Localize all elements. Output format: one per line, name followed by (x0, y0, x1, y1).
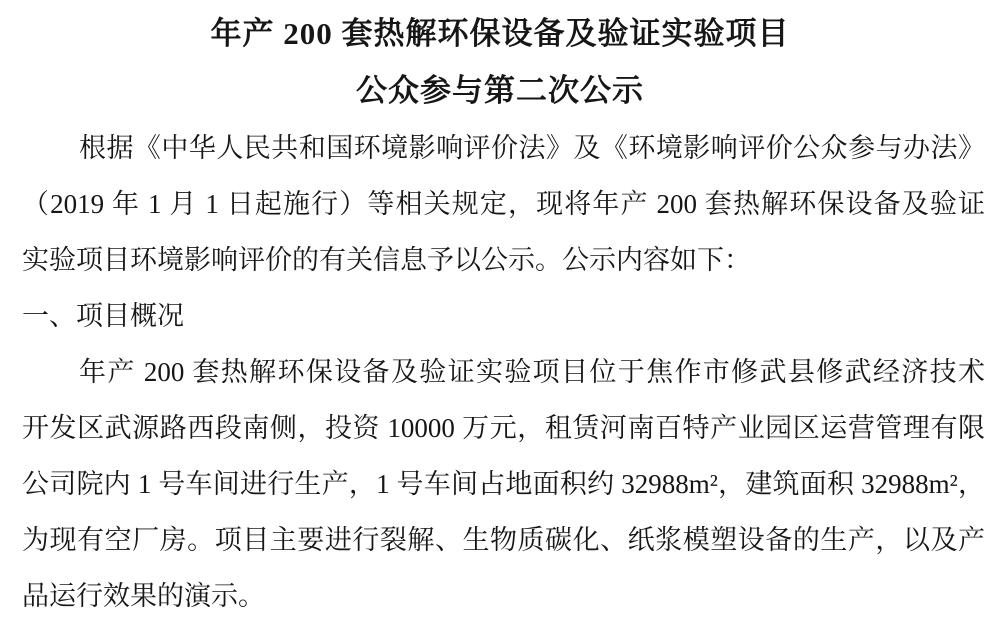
paragraph-project-overview-line-4: 为现有空厂房。项目主要进行裂解、生物质碳化、纸浆模塑设备的生产，以及产 (22, 525, 985, 555)
title-line-1: 年产 200 套热解环保设备及验证实验项目 (210, 16, 790, 51)
paragraph-project-overview-line-5: 品运行效果的演示。 (22, 581, 265, 611)
paragraph-regulations (22, 120, 985, 288)
paragraph-project-overview (22, 344, 985, 620)
paragraph-regulations-line-3: 实验项目环境影响评价的有关信息予以公示。公示内容如下： (22, 245, 751, 275)
section-heading-project-overview: 一、项目概况 (22, 301, 184, 331)
title-line-2: 公众参与第二次公示 (356, 73, 644, 108)
paragraph-regulations-line-1: 根据《中华人民共和国环境影响评价法》及《环境影响评价公众参与办法》 (79, 133, 985, 163)
paragraph-project-overview-line-1: 年产 200 套热解环保设备及验证实验项目位于焦作市修武县修武经济技术 (79, 357, 985, 387)
document-title (0, 0, 1000, 119)
paragraph-regulations-line-2: （2019 年 1 月 1 日起施行）等相关规定，现将年产 200 套热解环保设备及验证 (22, 189, 985, 219)
document-body (0, 120, 1000, 620)
paragraph-project-overview-line-3: 公司院内 1 号车间进行生产，1 号车间占地面积约 32988m²，建筑面积 32988m²， (22, 469, 985, 499)
paragraph-project-overview-line-2: 开发区武源路西段南侧，投资 10000 万元，租赁河南百特产业园区运营管理有限 (22, 413, 985, 443)
